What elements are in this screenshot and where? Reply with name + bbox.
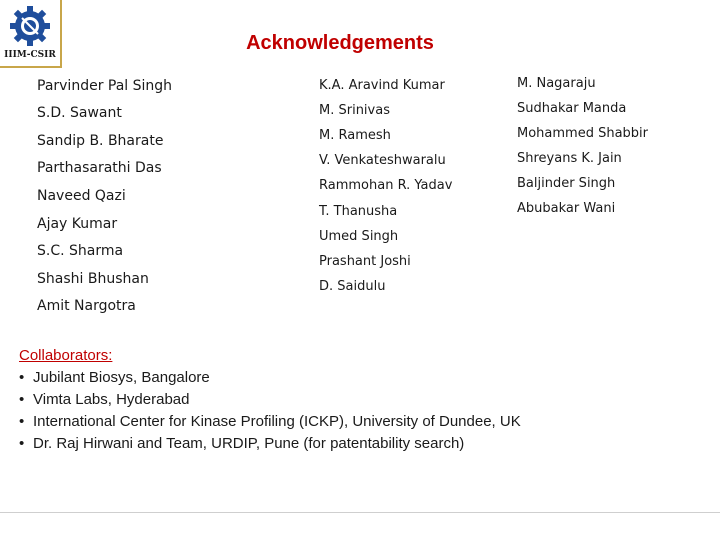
- bullet-icon: •: [19, 391, 25, 408]
- name-item: Sandip B. Bharate: [37, 133, 164, 149]
- name-item: Rammohan R. Yadav: [319, 178, 453, 193]
- collaborator-text: Vimta Labs, Hyderabad: [33, 391, 190, 408]
- name-item: Sudhakar Manda: [517, 101, 627, 116]
- name-item: S.D. Sawant: [37, 105, 122, 121]
- collaborators-section: [19, 345, 521, 455]
- name-item: Prashant Joshi: [319, 254, 411, 269]
- name-item: Umed Singh: [319, 229, 399, 244]
- collaborator-item: [19, 411, 521, 433]
- footer-divider: [0, 512, 720, 513]
- name-item: Amit Nargotra: [37, 298, 136, 314]
- collaborator-item: [19, 367, 521, 389]
- collaborator-item: [19, 389, 521, 411]
- name-item: Parvinder Pal Singh: [37, 78, 173, 94]
- logo: [0, 0, 62, 68]
- name-item: M. Nagaraju: [517, 76, 596, 91]
- name-item: Shreyans K. Jain: [517, 151, 622, 166]
- page-title: Acknowledgements: [246, 32, 434, 54]
- name-item: M. Ramesh: [319, 128, 391, 143]
- collaborators-list: [19, 367, 521, 455]
- name-item: Parthasarathi Das: [37, 160, 162, 176]
- name-item: Naveed Qazi: [37, 188, 126, 204]
- name-item: Abubakar Wani: [517, 201, 616, 216]
- name-item: V. Venkateshwaralu: [319, 153, 446, 168]
- name-item: Shashi Bhushan: [37, 271, 149, 287]
- logo-text: IIIM-CSIR: [4, 50, 56, 60]
- collaborator-text: International Center for Kinase Profiling (ICKP), University of Dundee, UK: [33, 413, 521, 430]
- name-item: K.A. Aravind Kumar: [319, 78, 445, 93]
- bullet-icon: •: [19, 369, 25, 386]
- collaborators-heading: Collaborators:: [19, 347, 113, 364]
- collaborator-text: Jubilant Biosys, Bangalore: [33, 369, 210, 386]
- bullet-icon: •: [19, 435, 25, 452]
- name-item: S.C. Sharma: [37, 243, 124, 259]
- name-item: Ajay Kumar: [37, 216, 118, 232]
- collaborator-text: Dr. Raj Hirwani and Team, URDIP, Pune (for patentability search): [33, 435, 465, 452]
- name-item: M. Srinivas: [319, 103, 390, 118]
- name-item: Mohammed Shabbir: [517, 126, 649, 141]
- bullet-icon: •: [19, 413, 25, 430]
- name-item: T. Thanusha: [319, 204, 398, 219]
- gear-logo-icon: [8, 4, 52, 48]
- name-item: D. Saidulu: [319, 279, 386, 294]
- name-item: Baljinder Singh: [517, 176, 616, 191]
- collaborator-item: [19, 433, 521, 455]
